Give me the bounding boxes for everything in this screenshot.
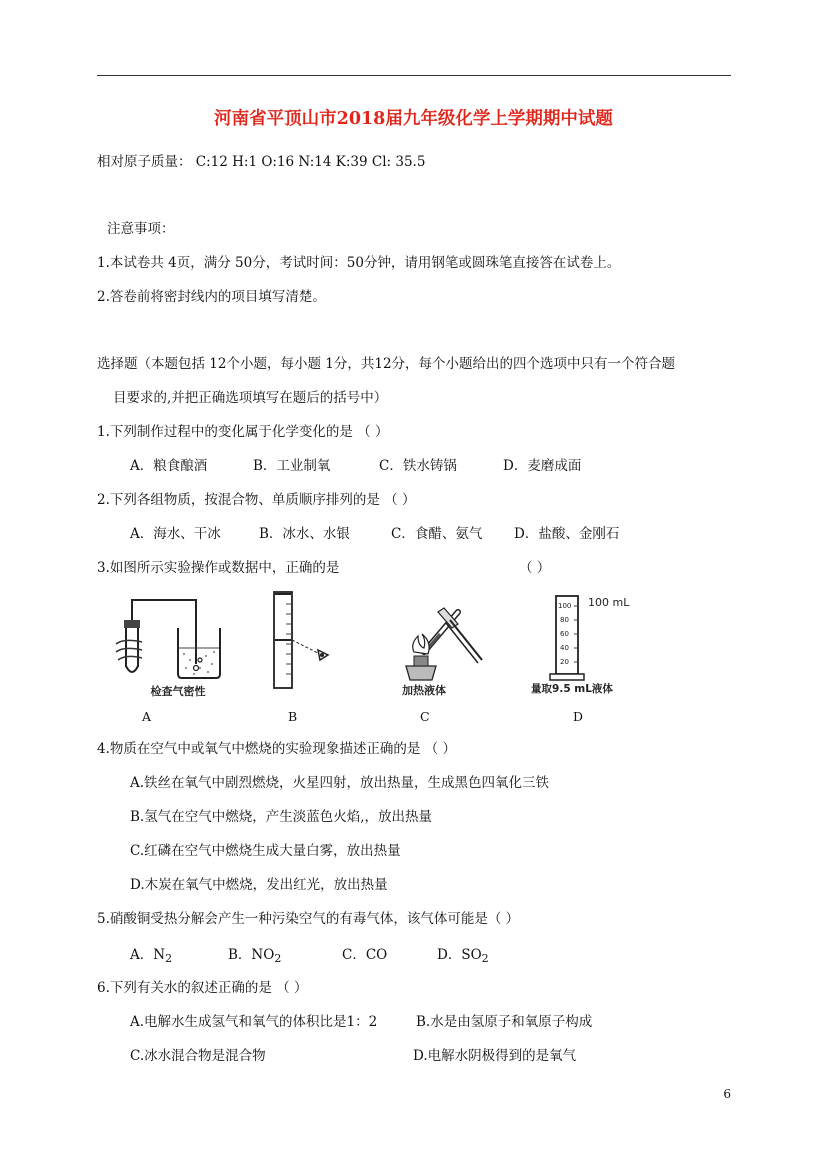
cylinder-tick-40: 40 xyxy=(560,644,569,652)
figure-c-heating-liquid xyxy=(388,590,488,700)
note-2: 2.答卷前将密封线内的项目填写清楚。 xyxy=(97,289,326,305)
q1-option-b: B．工业制氧 xyxy=(253,458,331,474)
section-intro-line2: 目要求的,并把正确选项填写在题后的括号中） xyxy=(113,390,388,406)
header-rule xyxy=(97,75,731,76)
q1-option-c: C．铁水铸锅 xyxy=(379,458,457,474)
q2-option-a: A．海水、干冰 xyxy=(130,526,221,542)
q4-option-d: D.木炭在氧气中燃烧，发出红光，放出热量 xyxy=(130,877,388,893)
page-title: 河南省平顶山市2018届九年级化学上学期期中试题 xyxy=(214,109,613,129)
q4-option-a: A.铁丝在氧气中剧烈燃烧，火星四射，放出热量，生成黑色四氧化三铁 xyxy=(130,775,550,791)
q5-option-b-subscript: 2 xyxy=(274,952,282,965)
q5-option-c xyxy=(342,946,387,964)
q2-stem: 2.下列各组物质，按混合物、单质顺序排列的是 （ ） xyxy=(97,492,416,508)
q5-option-a xyxy=(130,946,172,968)
q3-stem: 3.如图所示实验操作或数据中，正确的是 xyxy=(97,560,340,576)
q1-stem: 1.下列制作过程中的变化属于化学变化的是 （ ） xyxy=(97,424,389,440)
figure-d-measuring-cylinder xyxy=(528,592,658,700)
cylinder-tick-100: 100 xyxy=(558,602,572,610)
figure-label-c: C xyxy=(420,709,430,724)
q5-option-b xyxy=(228,946,281,968)
figure-d-caption: 量取9.5 mL液体 xyxy=(531,683,613,695)
figure-label-d: D xyxy=(573,709,584,724)
q5-option-b-text: B．NO xyxy=(228,947,275,963)
q6-option-d: D.电解水阴极得到的是氧气 xyxy=(413,1048,577,1064)
q2-option-b: B．冰水、水银 xyxy=(259,526,350,542)
q5-option-a-text: A．N xyxy=(130,947,166,963)
q4-stem: 4.物质在空气中或氧气中燃烧的实验现象描述正确的是 （ ） xyxy=(97,741,456,757)
q4-option-c: C.红磷在空气中燃烧生成大量白雾，放出热量 xyxy=(130,843,401,859)
figure-a-caption: 检查气密性 xyxy=(150,685,206,698)
note-1: 1.本试卷共 4页，满分 50分，考试时间：50分钟，请用钢笔或圆珠笔直接答在试卷上。 xyxy=(97,255,621,271)
cylinder-tick-80: 80 xyxy=(560,616,569,624)
q5-stem: 5.硝酸铜受热分解会产生一种污染空气的有毒气体，该气体可能是（ ） xyxy=(97,911,520,927)
q6-stem: 6.下列有关水的叙述正确的是 （ ） xyxy=(97,980,308,996)
q1-option-a: A．粮食酿酒 xyxy=(130,458,208,474)
figure-b-burette-reading xyxy=(268,590,338,690)
q4-option-b: B.氢气在空气中燃烧，产生淡蓝色火焰,，放出热量 xyxy=(130,809,433,825)
figure-c-caption: 加热液体 xyxy=(402,684,446,697)
notes-heading: 注意事项： xyxy=(107,221,175,237)
q6-option-a: A.电解水生成氢气和氧气的体积比是1：2 xyxy=(130,1014,378,1030)
q1-option-d: D．麦磨成面 xyxy=(503,458,582,474)
cylinder-tick-20: 20 xyxy=(560,658,569,666)
section-intro-line1: 选择题（本题包括 12个小题，每小题 1分，共12分，每个小题给出的四个选项中只有一个符合题 xyxy=(97,356,676,372)
q6-option-b: B.水是由氢原子和氧原子构成 xyxy=(416,1014,593,1030)
q2-option-d: D．盐酸、金刚石 xyxy=(514,526,620,542)
q2-option-c: C．食醋、氨气 xyxy=(391,526,483,542)
q5-option-a-subscript: 2 xyxy=(165,952,173,965)
cylinder-tick-60: 60 xyxy=(560,630,569,638)
q3-answer-paren: （ ） xyxy=(519,560,551,576)
q5-option-d-subscript: 2 xyxy=(481,952,489,965)
q5-option-d-text: D．SO xyxy=(437,947,482,963)
figure-a-airtightness-check xyxy=(112,590,237,700)
figure-label-a: A xyxy=(142,709,152,724)
page-number: 6 xyxy=(723,1087,731,1101)
q5-option-c-text: C．CO xyxy=(342,947,388,963)
atomic-mass-line: 相对原子质量： C:12 H:1 O:16 N:14 K:39 Cl: 35.5 xyxy=(97,154,426,170)
cylinder-capacity-label: 100 mL xyxy=(588,596,630,609)
q5-option-d xyxy=(437,946,489,968)
figure-label-b: B xyxy=(288,709,298,724)
q6-option-c: C.冰水混合物是混合物 xyxy=(130,1048,266,1064)
